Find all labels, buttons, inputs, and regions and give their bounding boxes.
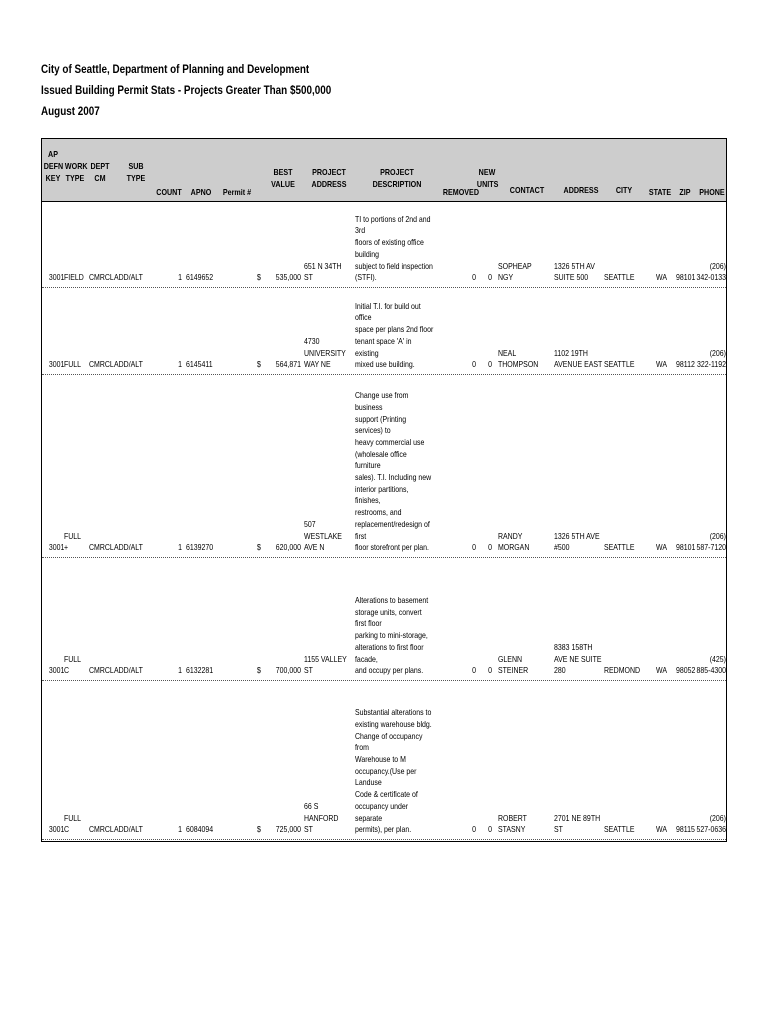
cell-dollar: $ [257, 542, 261, 553]
cell-paddr: 507 WESTLAKE AVE N [304, 518, 342, 553]
cell-contact: ROBERT STASNY [498, 812, 527, 835]
cell-zip: 98052 [676, 665, 696, 676]
cell-key: 3001 [48, 359, 65, 370]
cell-sub: ADD/ALT [114, 542, 143, 553]
cell-removed: 0 [472, 542, 476, 553]
cell-apno: 6145411 [186, 359, 213, 370]
cell-city: REDMOND [604, 665, 641, 676]
cell-dept: CMRCL [89, 665, 114, 676]
header-count: COUNT [156, 187, 182, 197]
header-sub-type: SUB TYPE [126, 161, 146, 183]
cell-apno: 6132281 [186, 665, 214, 676]
table-row [42, 201, 726, 288]
cell-apno: 6149652 [186, 272, 214, 283]
cell-paddr: 66 S HANFORD ST [304, 800, 339, 835]
permit-table [41, 138, 727, 842]
cell-removed: 0 [472, 824, 476, 835]
cell-state: WA [656, 665, 667, 676]
cell-dept: CMRCL [89, 542, 114, 553]
cell-desc: Change use from business support (Printing services) to heavy commercial use (wholesale office furniture sales). T.I. Including new interior partitions, finishes, restrooms, and replacement/redesign of first floor storefront per plan. [355, 390, 432, 553]
cell-addr: 1326 5TH AV SUITE 500 [554, 260, 595, 283]
header-zip: ZIP [679, 187, 691, 197]
cell-units: 0 [488, 824, 492, 835]
cell-count: 1 [178, 272, 182, 283]
header-new-units: NEW UNITS [476, 167, 499, 189]
cell-dollar: $ [257, 824, 261, 835]
header-work-type: WORK TYPE [64, 161, 88, 183]
table-row [42, 375, 726, 558]
report-title-line-1: City of Seattle, Department of Planning and Development [41, 64, 310, 76]
cell-units: 0 [488, 665, 492, 676]
cell-sub: ADD/ALT [114, 359, 143, 370]
cell-contact: NEAL THOMPSON [498, 347, 539, 370]
cell-value: 700,000 [275, 665, 301, 676]
header-project-address: PROJECT ADDRESS [311, 167, 347, 189]
header-contact: CONTACT [509, 185, 545, 195]
cell-zip: 98112 [676, 359, 695, 370]
cell-city: SEATTLE [604, 359, 635, 370]
cell-sub: ADD/ALT [114, 272, 143, 283]
cell-dept: CMRCL [89, 824, 114, 835]
cell-paddr: 4730 UNIVERSITY WAY NE [304, 335, 346, 370]
cell-addr: 2701 NE 89TH ST [554, 812, 601, 835]
cell-key: 3001 [48, 542, 65, 553]
cell-zip: 98101 [676, 272, 696, 283]
cell-value: 620,000 [275, 542, 301, 553]
table-row [42, 558, 726, 681]
cell-value: 535,000 [275, 272, 301, 283]
cell-key: 3001 [48, 665, 65, 676]
header-state: STATE [648, 187, 672, 197]
cell-phone: (206) 322-1192 [697, 347, 726, 370]
cell-key: 3001 [48, 824, 65, 835]
cell-contact: GLENN STEINER [498, 653, 529, 676]
table-row [42, 288, 726, 375]
cell-state: WA [656, 359, 667, 370]
cell-phone: (206) 527-0636 [696, 812, 726, 835]
cell-work: FULL C [64, 653, 81, 676]
cell-zip: 98101 [676, 542, 696, 553]
header-project-description: PROJECT DESCRIPTION [372, 167, 422, 189]
cell-phone: (206) 587-7120 [696, 530, 726, 553]
cell-desc: Initial T.I. for build out office space per plans 2nd floor tenant space 'A' in existing mixed use building. [355, 300, 434, 370]
cell-city: SEATTLE [604, 272, 635, 283]
cell-sub: ADD/ALT [114, 824, 143, 835]
cell-desc: Substantial alterations to existing warehouse bldg. Change of occupancy from Warehouse to M occupancy.(Use per Landuse Code & certificate of occupancy under separate permits), per plan. [355, 707, 432, 835]
table-row [42, 681, 726, 840]
cell-units: 0 [488, 272, 492, 283]
cell-dept: CMRCL [89, 359, 114, 370]
cell-work: FIELD [64, 272, 84, 283]
cell-phone: (425) 885-4300 [696, 653, 726, 676]
cell-dollar: $ [257, 272, 261, 283]
cell-apno: 6084094 [186, 824, 214, 835]
cell-count: 1 [178, 542, 182, 553]
cell-city: SEATTLE [604, 824, 635, 835]
cell-dollar: $ [257, 359, 261, 370]
cell-addr: 8383 158TH AVE NE SUITE 280 [554, 641, 602, 676]
cell-removed: 0 [472, 665, 476, 676]
cell-key: 3001 [48, 272, 65, 283]
cell-paddr: 1155 VALLEY ST [304, 653, 347, 676]
cell-desc: TI to portions of 2nd and 3rd floors of existing office building subject to field inspection (STFI). [355, 213, 433, 283]
cell-removed: 0 [472, 359, 476, 370]
cell-contact: SOPHEAP NGY [498, 260, 532, 283]
cell-zip: 98115 [676, 824, 695, 835]
cell-value: 725,000 [275, 824, 301, 835]
cell-work: FULL [64, 359, 82, 370]
cell-units: 0 [488, 359, 492, 370]
cell-work: FULL C [64, 812, 81, 835]
cell-desc: Alterations to basement storage units, convert first floor parking to mini-storage, alterations to first floor facade, and occupy per plans. [355, 595, 429, 676]
cell-count: 1 [178, 359, 182, 370]
cell-dollar: $ [257, 665, 261, 676]
cell-dept: CMRCL [89, 272, 114, 283]
header-phone: PHONE [699, 187, 725, 197]
report-title-line-3: August 2007 [41, 106, 100, 118]
cell-count: 1 [178, 824, 182, 835]
cell-sub: ADD/ALT [114, 665, 143, 676]
header-ap-defn-key: AP DEFN KEY [43, 149, 64, 183]
cell-count: 1 [178, 665, 182, 676]
cell-work: FULL + [64, 530, 81, 553]
cell-paddr: 651 N 34TH ST [304, 260, 342, 283]
cell-value: 564,871 [275, 359, 301, 370]
cell-state: WA [656, 824, 667, 835]
cell-apno: 6139270 [186, 542, 214, 553]
cell-state: WA [656, 272, 667, 283]
header-apno: APNO [190, 187, 212, 197]
report-title-line-2: Issued Building Permit Stats - Projects Greater Than $500,000 [41, 85, 332, 97]
header-removed: REMOVED [442, 187, 479, 197]
cell-phone: (206) 342-0133 [696, 260, 726, 283]
cell-contact: RANDY MORGAN [498, 530, 530, 553]
header-dept-cm: DEPT CM [90, 161, 110, 183]
cell-addr: 1102 19TH AVENUE EAST [554, 347, 603, 370]
table-header [42, 139, 726, 202]
header-city: CITY [615, 185, 633, 195]
cell-removed: 0 [472, 272, 476, 283]
cell-addr: 1326 5TH AVE #500 [554, 530, 600, 553]
header-permit: Permit # [222, 187, 252, 197]
header-best-value: BEST VALUE [271, 167, 295, 189]
cell-state: WA [656, 542, 667, 553]
header-address: ADDRESS [563, 185, 599, 195]
cell-units: 0 [488, 542, 492, 553]
cell-city: SEATTLE [604, 542, 635, 553]
